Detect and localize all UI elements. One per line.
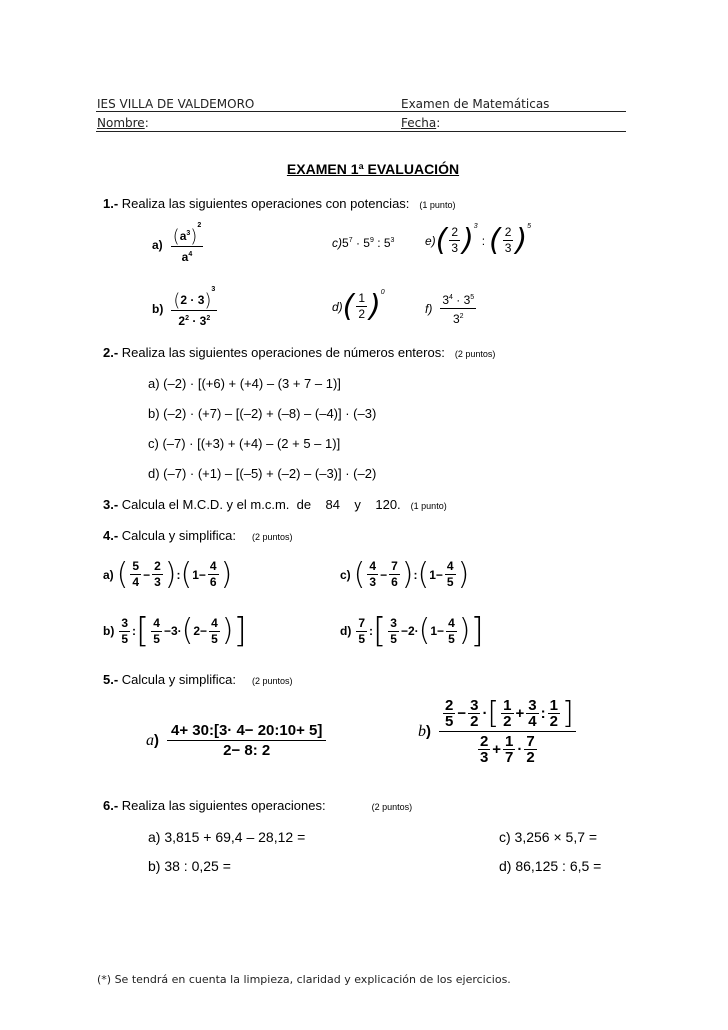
school-name: IES VILLA DE VALDEMORO	[97, 97, 255, 111]
question-text: Realiza las siguientes operaciones de números enteros:	[121, 345, 445, 360]
question-text: Realiza las siguientes operaciones:	[121, 798, 326, 813]
subject-name: Examen de Matemáticas	[401, 97, 550, 111]
item-label: a)	[152, 238, 163, 253]
item-label: e)	[425, 233, 436, 248]
page-title: EXAMEN 1ª EVALUACIÓN	[286, 161, 460, 177]
q1-a: a) $(a^3)^2$ $a^4$	[152, 222, 202, 264]
question-points: (1 punto)	[410, 501, 447, 511]
q4-d: d) 7 5 : [ 3 5 −2· ( 1− 4 5 ) ]	[340, 611, 484, 651]
date-label: Fecha	[401, 116, 437, 130]
question-number: 3.-	[103, 497, 119, 512]
question-6	[103, 798, 412, 813]
q2-item-d: d) (–7) · (+1) – [(–5) + (–2) – (–3)] · (–2)	[148, 466, 377, 481]
question-5	[103, 672, 292, 687]
q6-item-d: d) 86,125 : 6,5 =	[499, 858, 602, 874]
q5-b: b ) 2 5 − 3 2 · [ 1 2 + 3 4 : 1 2 ] 2 3 + 1 7 · 7 2	[418, 695, 574, 766]
item-label: b)	[152, 302, 164, 317]
q6-item-b: b) 38 : 0,25 =	[148, 858, 231, 874]
q6-item-c: c) 3,256 × 5,7 =	[499, 829, 598, 845]
q1-e: e) ( 2 3 ) $^3$ : ( 2 3 ) $^5$	[425, 222, 532, 258]
date-field: Fecha:	[401, 116, 441, 130]
question-text: Calcula y simplifica:	[121, 528, 236, 543]
q4-c: c) ( 4 3 − 7 6 ) : ( 1− 4 5 )	[340, 556, 470, 592]
q4-a: a) ( 5 4 − 2 3 ) : ( 1− 4 6 )	[103, 556, 233, 592]
name-field: Nombre:	[97, 116, 149, 130]
question-number: 5.-	[103, 672, 119, 687]
question-points: (2 puntos)	[371, 802, 413, 812]
question-points: (2 puntos)	[251, 676, 293, 686]
q4-b: b) 3 5 : [ 4 5 −3· ( 2− 4 5 ) ]	[103, 611, 247, 651]
item-label: d)	[332, 299, 343, 314]
q2-item-c: c) (–7) · [(+3) + (+4) – (2 + 5 – 1)]	[148, 436, 341, 451]
item-label: f)	[425, 301, 433, 316]
q2-item-a: a) (–2) · [(+6) + (+4) – (3 + 7 – 1)]	[148, 376, 341, 391]
q1-f: f) $3^4 \cdot 3^5$ $3^2$	[425, 290, 478, 327]
question-4	[103, 528, 292, 543]
question-2	[103, 345, 495, 360]
question-number: 2.-	[103, 345, 119, 360]
question-points: (1 punto)	[419, 200, 456, 210]
q1-b: b) $(2 \cdot 3)^3$ $2^2 \cdot 3^2$	[152, 286, 216, 328]
question-points: (2 puntos)	[251, 532, 293, 542]
q2-item-b: b) (–2) · (+7) – [(–2) + (–8) – (–4)] · (–3)	[148, 406, 377, 421]
q1-d: d) ( 1 2 ) $^0$	[332, 288, 385, 324]
question-number: 4.-	[103, 528, 119, 543]
question-number: 1.-	[103, 196, 119, 211]
question-1	[103, 196, 455, 211]
question-points: (2 puntos)	[454, 349, 496, 359]
name-label: Nombre	[97, 116, 145, 130]
question-3	[103, 497, 447, 512]
header-rule-top	[96, 111, 626, 112]
q1-c: c) $5^7 \cdot 5^9$ : $5^3$	[332, 236, 395, 250]
question-number: 6.-	[103, 798, 119, 813]
q5-a: a ) 4+ 30:[3· 4− 20:10+ 5] 2− 8: 2	[146, 723, 328, 758]
question-text: Realiza las siguientes operaciones con potencias:	[121, 196, 410, 211]
question-text: Calcula y simplifica:	[121, 672, 236, 687]
item-label: c)	[332, 236, 342, 250]
header-rule-bottom	[96, 131, 626, 132]
question-text: Calcula el M.C.D. y el m.c.m. de 84 y 120.	[121, 497, 401, 512]
q6-item-a: a) 3,815 + 69,4 – 28,12 =	[148, 829, 306, 845]
footer-note: (*) Se tendrá en cuenta la limpieza, claridad y explicación de los ejercicios.	[97, 973, 511, 986]
